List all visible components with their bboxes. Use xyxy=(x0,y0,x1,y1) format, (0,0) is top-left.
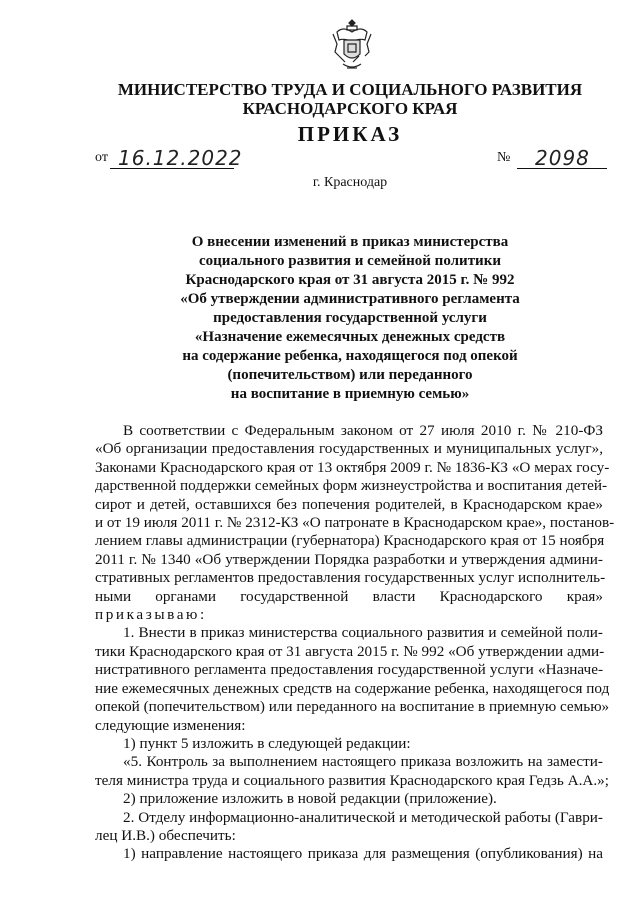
body-line: 2) приложение изложить в новой редакции (приложение). xyxy=(123,790,497,808)
handwritten-number: 2098 xyxy=(535,146,590,170)
body-line: 2011 г. № 1340 «Об утверждении Порядка разработки и утверждения админи- xyxy=(95,550,603,568)
body-line: ние ежемесячных денежных средств на содержание ребенка, находящегося под xyxy=(95,679,610,697)
body-line: нистративного регламента предоставления государственной услуги «Назначе- xyxy=(95,661,603,679)
subject-line: на воспитание в приемную семью» xyxy=(230,386,470,402)
body-line: лец И.В.) обеспечить: xyxy=(95,826,236,844)
order-word: приказываю: xyxy=(95,606,207,624)
subject-line: Краснодарского края от 31 августа 2015 г. № 992 xyxy=(185,272,515,288)
body-line: «5. Контроль за выполнением настоящего приказа возложить на замести- xyxy=(123,753,603,771)
body-line: дарственной поддержки семейных форм жизнеустройства и воспитания детей- xyxy=(95,477,608,495)
ministry-line-1: МИНИСТЕРСТВО ТРУДА И СОЦИАЛЬНОГО РАЗВИТИЯ xyxy=(117,80,583,99)
order-subject xyxy=(0,233,640,404)
order-body xyxy=(95,422,615,864)
body-line: опекой (попечительством) или переданного на воспитание в приемную семью» xyxy=(95,698,610,716)
body-line: следующие изменения: xyxy=(95,716,246,734)
subject-line: социального развития и семейной политики xyxy=(199,253,501,269)
document-type-title: ПРИКАЗ xyxy=(297,122,403,146)
body-line: 1) пункт 5 изложить в следующей редакции: xyxy=(123,734,411,752)
handwritten-date: 16.12.2022 xyxy=(118,146,243,170)
subject-line: «Об утверждении административного регламента xyxy=(180,291,520,307)
body-line: ными органами государственной власти Краснодарского края» xyxy=(95,587,603,605)
body-line: 2. Отделу информационно-аналитической и методической работы (Гаври- xyxy=(123,808,603,826)
coat-of-arms-icon xyxy=(329,16,375,74)
body-line: и от 19 июля 2011 г. № 2312-КЗ «О патронате в Краснодарском крае», постанов- xyxy=(95,514,615,532)
body-line: Законами Краснодарского края от 13 октября 2009 г. № 1836-КЗ «О мерах госу- xyxy=(95,458,610,476)
subject-line: предоставления государственной услуги xyxy=(213,310,487,326)
body-line: 1. Внести в приказ министерства социального развития и семейной поли- xyxy=(123,624,603,642)
body-line: теля министра труда и социального развития Краснодарского края Гедзь А.А.»; xyxy=(95,771,609,789)
body-line: В соответствии с Федеральным законом от 27 июля 2010 г. № 210-ФЗ xyxy=(123,422,603,439)
body-line: тики Краснодарского края от 31 августа 2015 г. № 992 «Об утверждении адми- xyxy=(95,642,605,660)
ministry-line-2: КРАСНОДАРСКОГО КРАЯ xyxy=(242,99,458,118)
body-line: 1) направление настоящего приказа для размещения (опубликования) на xyxy=(123,845,603,863)
date-label: от xyxy=(95,150,108,165)
body-line: сирот и детей, оставшихся без попечения родителей, в Краснодарском крае» xyxy=(95,495,603,513)
ministry-name xyxy=(0,80,640,118)
body-line: лением главы администрации (губернатора) Краснодарского края от 15 ноября xyxy=(95,532,605,550)
body-line: «Об организации предоставления государственных и муниципальных услуг», xyxy=(95,440,603,458)
subject-line: О внесении изменений в приказ министерства xyxy=(191,234,509,250)
subject-line: на содержание ребенка, находящегося под опекой xyxy=(182,348,518,364)
body-line: стративных регламентов предоставления государственных услуг исполнитель- xyxy=(95,569,606,587)
number-label: № xyxy=(497,150,511,165)
city: г. Краснодар xyxy=(312,175,388,190)
subject-line: «Назначение ежемесячных денежных средств xyxy=(194,329,506,345)
subject-line: (попечительством) или переданного xyxy=(227,367,473,383)
